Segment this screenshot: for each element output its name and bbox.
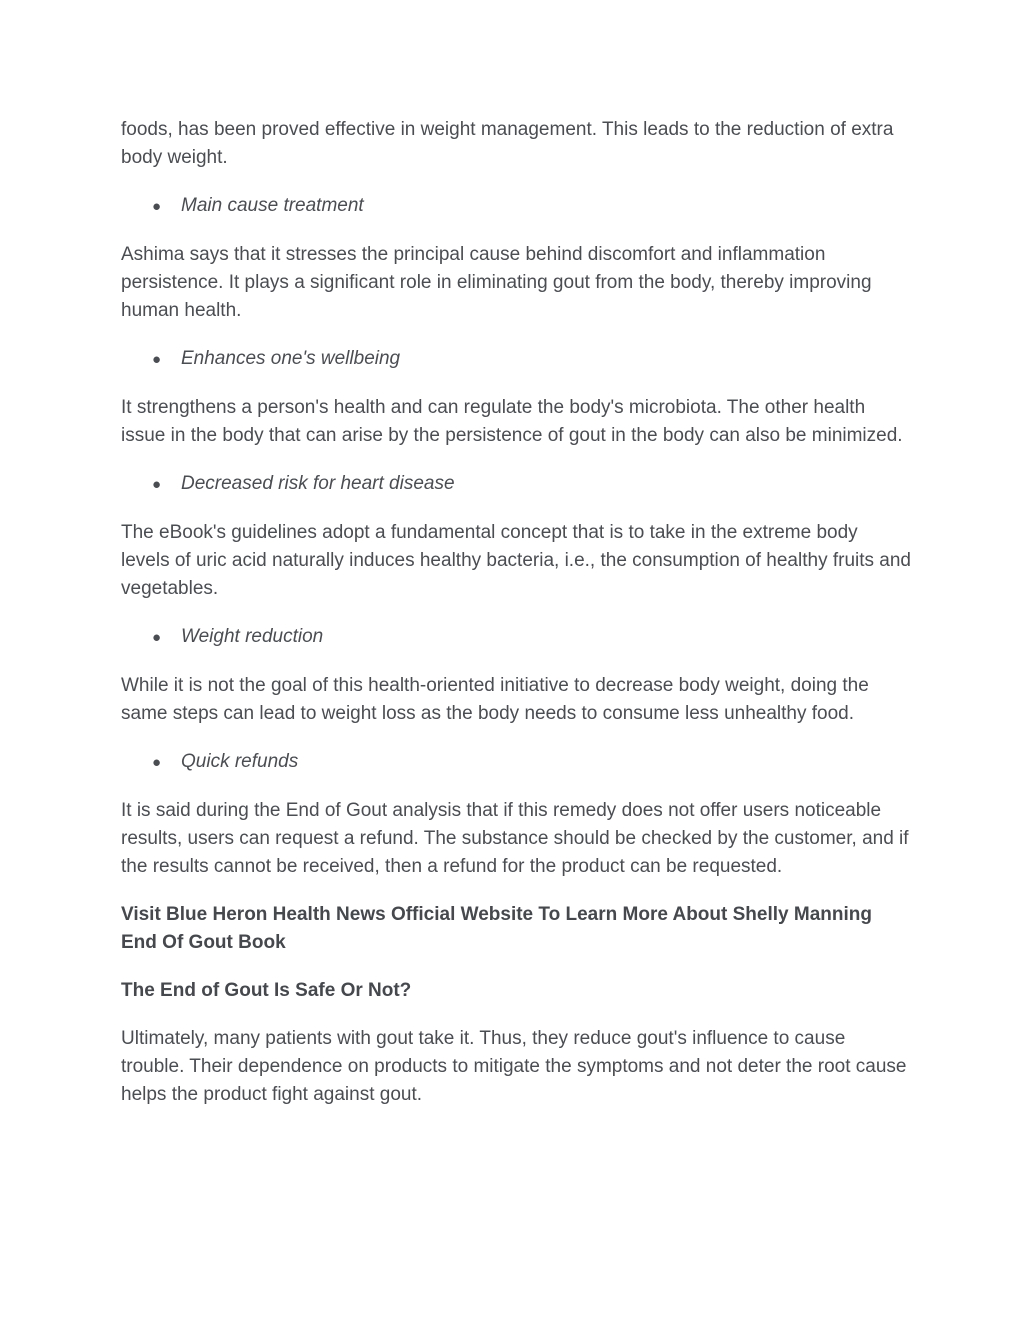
bullet-label: Enhances one's wellbeing <box>181 348 401 369</box>
bullet-label: Weight reduction <box>181 626 324 647</box>
bullet-enhances-wellbeing <box>121 345 911 374</box>
bullet-label: Quick refunds <box>181 751 299 772</box>
section-heading-safety: The End of Gout Is Safe Or Not? <box>121 980 412 1001</box>
paragraph-weight-reduction: While it is not the goal of this health-oriented initiative to decrease body weight, doing the same steps can lead to weight loss as the body needs to consume less unhealthy food. <box>121 675 869 724</box>
bullet-dot-icon: ● <box>152 629 162 646</box>
bullet-heart-disease <box>121 470 911 499</box>
bullet-dot-icon: ● <box>152 476 162 493</box>
paragraph-heart-disease: The eBook's guidelines adopt a fundamental concept that is to take in the extreme body levels of uric acid naturally induces healthy bacteria, i.e., the consumption of healthy fruits and vegetables. <box>121 522 911 599</box>
document-page <box>121 116 911 1129</box>
bullet-quick-refunds <box>121 748 911 777</box>
bullet-main-cause-treatment <box>121 192 911 221</box>
paragraph-refunds: It is said during the End of Gout analysis that if this remedy does not offer users noticeable results, users can request a refund. The substance should be checked by the customer, and if the results cannot be received, then a refund for the product can be requested. <box>121 800 909 877</box>
paragraph-safety: Ultimately, many patients with gout take it. Thus, they reduce gout's influence to cause trouble. Their dependence on products to mitigate the symptoms and not deter the root cause helps the product fight against gout. <box>121 1028 907 1105</box>
paragraph-main-cause: Ashima says that it stresses the principal cause behind discomfort and inflammation persistence. It plays a significant role in eliminating gout from the body, thereby improving human health. <box>121 244 872 321</box>
paragraph-weight-management: foods, has been proved effective in weight management. This leads to the reduction of extra body weight. <box>121 119 894 168</box>
bullet-dot-icon: ● <box>152 198 162 215</box>
bullet-dot-icon: ● <box>152 351 162 368</box>
bullet-label: Decreased risk for heart disease <box>181 473 455 494</box>
paragraph-wellbeing: It strengthens a person's health and can regulate the body's microbiota. The other health issue in the body that can arise by the persistence of gout in the body can also be minimized. <box>121 397 903 446</box>
bullet-weight-reduction <box>121 623 911 652</box>
bullet-dot-icon: ● <box>152 754 162 771</box>
visit-website-link[interactable]: Visit Blue Heron Health News Official Website To Learn More About Shelly Manning End Of Gout Book <box>121 904 872 953</box>
bullet-label: Main cause treatment <box>181 195 364 216</box>
